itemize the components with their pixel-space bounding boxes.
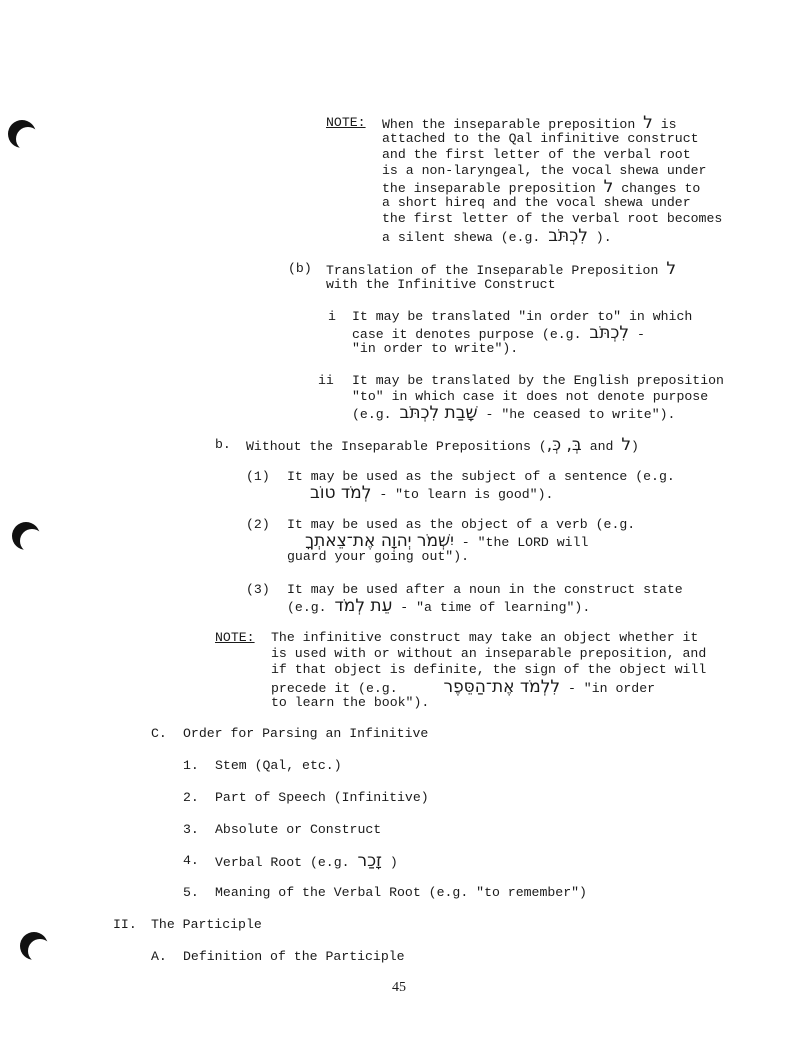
note-line: is a non-laryngeal, the vocal shewa under <box>382 163 707 178</box>
list-marker: 3. <box>183 822 199 837</box>
list-item: Absolute or Construct <box>215 822 382 837</box>
list-marker: (1) <box>246 469 270 484</box>
section-heading: Definition of the Participle <box>183 949 405 964</box>
note-label: NOTE: <box>326 115 366 130</box>
hebrew-text: לִכְתֹּב <box>589 323 630 343</box>
item-line: It may be translated by the English preposition <box>352 373 724 388</box>
note-line: a short hireq and the vocal shewa under <box>382 195 691 210</box>
item-line: It may be used as the subject of a sentence (e.g. <box>287 469 675 484</box>
item-line: "to" in which case it does not denote purpose <box>352 389 709 404</box>
hebrew-text: יִשְׁמֹר יְהוָה אֶת־צֵאתְךָ <box>305 531 454 551</box>
note-label: NOTE: <box>215 630 255 645</box>
note-text: ). <box>595 230 612 245</box>
note-line: if that object is definite, the sign of the object will <box>271 662 707 677</box>
hebrew-text: ל <box>603 177 614 197</box>
note-text: the inseparable preposition <box>382 181 596 196</box>
list-marker: i <box>328 309 336 324</box>
hebrew-text: לִלְמֹד אֶת־הַסֵּפֶר <box>443 677 561 697</box>
hebrew-text: לִכְתֹּב <box>548 226 588 246</box>
list-item <box>215 853 398 871</box>
hebrew-text: לְמֹד טוֹב <box>310 483 372 503</box>
note-text: changes to <box>621 181 701 196</box>
note-text: is <box>660 117 677 132</box>
item-text: Verbal Root (e.g. <box>215 855 350 870</box>
item-text: - "he ceased to write"). <box>485 407 676 422</box>
item-text: case it denotes purpose (e.g. <box>352 327 582 342</box>
item-text: - "to learn is good"). <box>379 487 554 502</box>
list-marker: 1. <box>183 758 199 773</box>
section-marker: A. <box>151 949 167 964</box>
binder-hole-top <box>8 120 36 148</box>
hebrew-text: ל <box>643 113 653 133</box>
note-text: a silent shewa (e.g. <box>382 230 541 245</box>
list-marker: 2. <box>183 790 199 805</box>
hebrew-text: ל <box>621 435 632 455</box>
binder-hole-middle <box>12 522 40 550</box>
heading-text: Translation of the Inseparable Preposition <box>326 263 659 278</box>
hebrew-text: בְּ, כְּ, <box>546 435 582 455</box>
note-line <box>382 228 612 246</box>
list-item: Part of Speech (Infinitive) <box>215 790 429 805</box>
note-line: attached to the Qal infinitive construct <box>382 131 699 146</box>
hebrew-text: שָׁבַת לִכְתֹּב <box>399 403 478 423</box>
item-text: - <box>637 327 645 342</box>
page-number: 45 <box>392 980 406 995</box>
item-line: It may be translated "in order to" in which <box>352 309 693 324</box>
list-marker: b. <box>215 437 231 452</box>
note-line: the first letter of the verbal root becomes <box>382 211 723 226</box>
subsection-heading <box>246 437 639 455</box>
item-line <box>352 405 675 423</box>
note-text: When the inseparable preposition <box>382 117 636 132</box>
list-item: Stem (Qal, etc.) <box>215 758 342 773</box>
list-marker: (3) <box>246 582 270 597</box>
heading-text: and <box>589 439 614 454</box>
item-line: It may be used as the object of a verb (e.g. <box>287 517 636 532</box>
section-heading: Order for Parsing an Infinitive <box>183 726 429 741</box>
item-text: ) <box>389 855 398 870</box>
hebrew-text: ל <box>666 259 676 279</box>
hebrew-text: זָכַר <box>357 851 382 871</box>
note-text: - "in order <box>567 681 656 696</box>
note-line: is used with or without an inseparable preposition, and <box>271 646 707 661</box>
heading-text: ) <box>631 439 639 454</box>
section-heading: The Participle <box>151 917 262 932</box>
list-marker: 5. <box>183 885 199 900</box>
list-marker: (b) <box>288 261 312 276</box>
note-line: and the first letter of the verbal root <box>382 147 691 162</box>
item-text: - "the LORD will <box>461 535 589 550</box>
section-marker: C. <box>151 726 167 741</box>
item-line: It may be used after a noun in the construct state <box>287 582 683 597</box>
note-text: precede it (e.g. <box>271 681 398 696</box>
item-text: (e.g. <box>352 407 392 422</box>
item-line: guard your going out"). <box>287 549 470 564</box>
list-item: Meaning of the Verbal Root (e.g. "to remember") <box>215 885 587 900</box>
list-marker: (2) <box>246 517 270 532</box>
subsection-heading: with the Infinitive Construct <box>326 277 556 292</box>
binder-hole-bottom <box>20 932 48 960</box>
list-marker: ii <box>318 373 334 388</box>
hebrew-text: עֵת לְמֹד <box>334 596 393 616</box>
item-text: (e.g. <box>287 600 327 615</box>
section-marker: II. <box>113 917 137 932</box>
note-line: The infinitive construct may take an object whether it <box>271 630 699 645</box>
item-line <box>287 598 590 616</box>
item-line: "in order to write"). <box>352 341 519 356</box>
heading-text: Without the Inseparable Prepositions ( <box>246 439 547 454</box>
item-line <box>310 485 553 503</box>
note-line: to learn the book"). <box>271 695 430 710</box>
list-marker: 4. <box>183 853 199 868</box>
item-text: - "a time of learning"). <box>400 600 591 615</box>
